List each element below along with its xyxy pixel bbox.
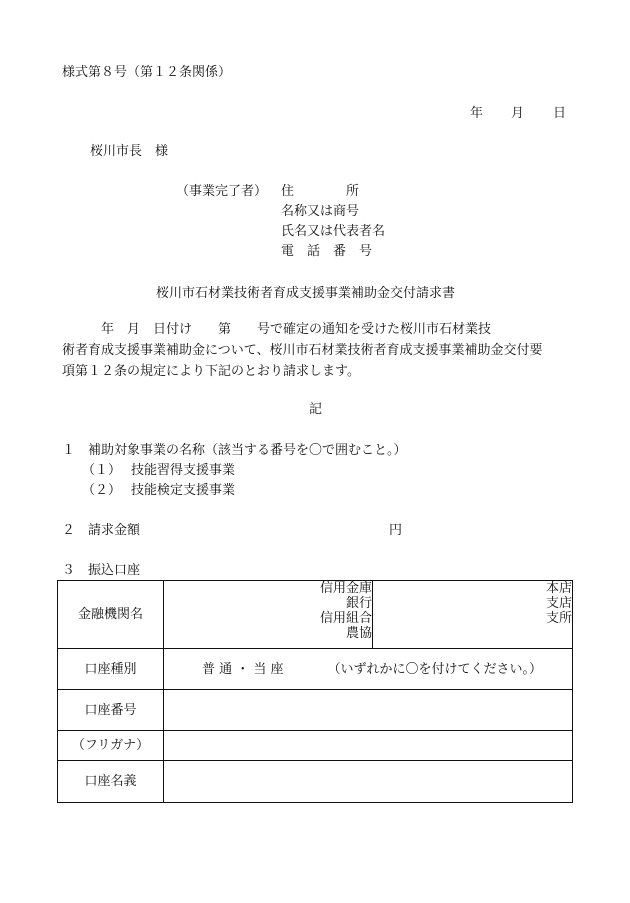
institution-type: 信用組合 [319, 611, 372, 626]
account-type-options[interactable]: 普 通 ・ 当 座 [202, 661, 284, 677]
section2-heading: ２ 請求金額 [62, 523, 141, 538]
account-number-cell[interactable] [164, 690, 573, 731]
amount-unit: 円 [389, 523, 403, 538]
bank-account-table [57, 580, 573, 803]
applicant-address: 住 所 [281, 184, 360, 199]
body-line-3: 項第１２条の規定により下記のとおり請求します。 [62, 364, 360, 379]
account-type-cell[interactable] [164, 649, 573, 690]
section1-heading: １ 補助対象事業の名称（該当する番号を〇で囲むこと。） [62, 443, 407, 458]
document-title: 桜川市石材業技術者育成支援事業補助金交付請求書 [156, 286, 456, 301]
body-text [62, 319, 576, 382]
item-name: 技能検定支援事業 [131, 483, 236, 498]
institution-type: 農協 [345, 626, 372, 641]
body-line-1: 年 月 日付け 第 号で確定の通知を受けた桜川市石材業技 [88, 322, 492, 337]
item-number: （１） [82, 463, 122, 478]
institution-type: 信用金庫 [319, 581, 372, 596]
applicant-representative: 氏名又は代表者名 [281, 224, 386, 239]
section1-item-2 [82, 484, 235, 497]
furigana-label: （フリガナ） [58, 731, 164, 761]
institution-type: 銀行 [345, 596, 372, 611]
section1-item-1 [82, 464, 235, 477]
form-number: 様式第８号（第１２条関係） [62, 65, 232, 80]
item-name: 技能習得支援事業 [131, 463, 236, 478]
body-line-2: 術者育成支援事業補助金について、桜川市石材業技術者育成支援事業補助金交付要 [62, 343, 543, 358]
account-number-label: 口座番号 [58, 690, 164, 731]
addressee: 桜川市長 様 [90, 144, 169, 159]
institution-name-cell[interactable] [164, 581, 373, 649]
branch-type: 本店 [545, 581, 572, 596]
date-year: 年 [470, 106, 484, 121]
item-number: （２） [82, 483, 122, 498]
date-day: 日 [553, 106, 567, 121]
account-type-label: 口座種別 [58, 649, 164, 690]
account-name-cell[interactable] [164, 761, 573, 803]
furigana-cell[interactable] [164, 731, 573, 761]
applicant-name: 名称又は商号 [281, 204, 360, 219]
applicant-phone: 電 話 番 号 [281, 244, 373, 259]
account-name-label: 口座名義 [58, 761, 164, 803]
branch-type: 支所 [545, 611, 572, 626]
section3-heading: ３ 振込口座 [62, 563, 141, 578]
applicant-label: （事業完了者） [176, 184, 268, 199]
ki-mark: 記 [309, 402, 323, 417]
institution-label: 金融機関名 [58, 581, 164, 649]
branch-type: 支店 [545, 596, 572, 611]
account-type-note: （いずれかに〇を付けてください。） [327, 661, 543, 677]
branch-name-cell[interactable] [373, 581, 573, 649]
date-month: 月 [511, 106, 525, 121]
